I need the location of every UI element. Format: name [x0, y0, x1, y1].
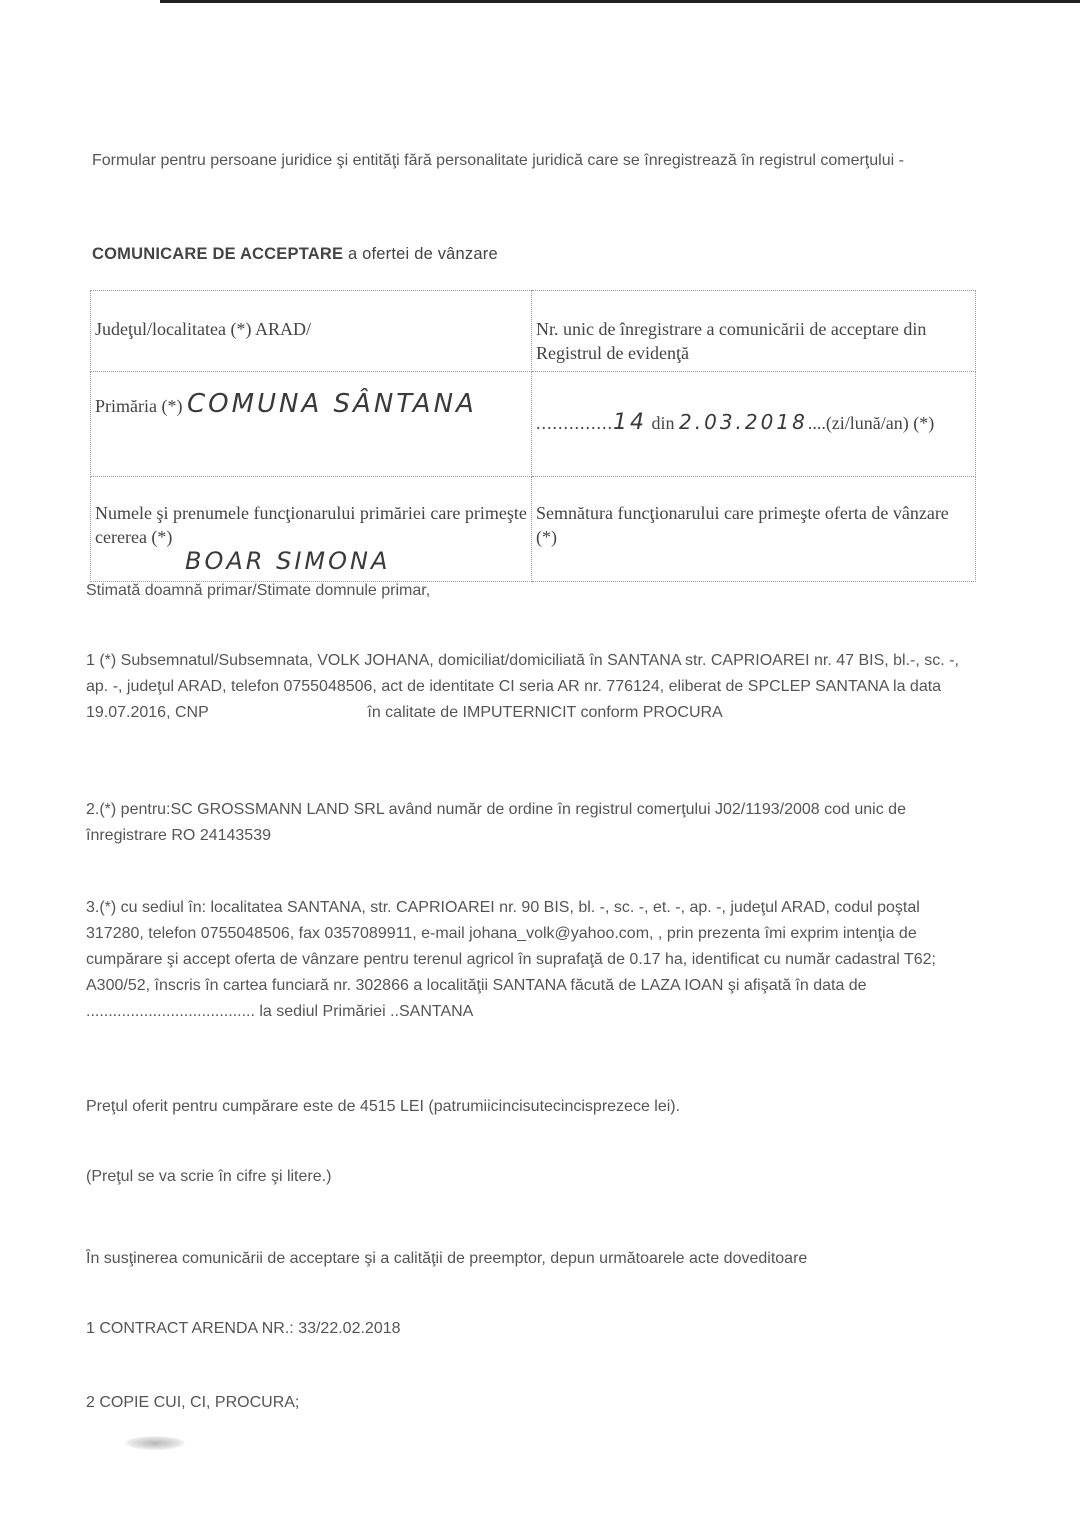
scan-top-edge [160, 0, 1080, 3]
document-title-caps: COMUNICARE DE ACCEPTARE [92, 245, 344, 263]
form-header-note: Formular pentru persoane juridice şi entităţi fără personalitate juridică care se înregistrează în registrul comerţului - [92, 152, 904, 169]
paragraph-1-text-a: 1 (*) Subsemnatul/Subsemnata, VOLK JOHANA, domiciliat/domiciliată în SANTANA str. CAPRIOAREI nr. 47 BIS, bl.-, sc. -, ap. -, judeţul ARAD, telefon 0755048506, act de identitate CI seria AR nr. 776124, eliberat de SPCLEP SANTANA la data 19.07.2016, CNP [86, 652, 959, 721]
greeting: Stimată doamnă primar/Stimate domnule primar, [86, 582, 431, 599]
reg-number-cell [532, 291, 976, 372]
primaria-handwritten: COMUNA SÂNTANA [186, 389, 477, 419]
primaria-label: Primăria (*) [95, 396, 183, 416]
paragraph-1-text-b: în calitate de IMPUTERNICIT conform PROCURA [367, 704, 723, 721]
signature-label: Semnătura funcţionarului care primeşte oferta de vânzare (*) [536, 503, 949, 547]
primaria-cell [91, 372, 532, 477]
document-title-rest: a ofertei de vânzare [343, 245, 498, 263]
paragraph-2: 2.(*) pentru:SC GROSSMANN LAND SRL având număr de ordine în registrul comerţului J02/1193/2008 cod unic de înregistrare RO 24143539 [86, 801, 906, 844]
reg-date-suffix: ....(zi/lună/an) (*) [807, 413, 935, 433]
reg-date-handwritten: 2.03.2018 [679, 410, 808, 434]
signature-cell [532, 477, 976, 582]
supporting-docs-intro: În susţinerea comunicării de acceptare şi a calităţii de preemptor, depun următoarele acte doveditoare [86, 1250, 808, 1267]
official-handwritten: BOAR SIMONA [185, 547, 391, 575]
county-cell [91, 291, 532, 372]
doc-item-2: 2 COPIE CUI, CI, PROCURA; [86, 1394, 300, 1411]
official-label: Numele şi prenumele funcţionarului primăriei care primeşte cererea (*) [95, 503, 527, 547]
paragraph-3: 3.(*) cu sediul în: localitatea SANTANA, str. CAPRIOAREI nr. 90 BIS, bl. -, sc. -, et. -, ap. -, judeţul ARAD, codul poştal 317280, telefon 0755048506, fax 0357089911, e-mail johana_volk@yahoo.com, , prin prezenta îmi exprim intenţia de cumpărare şi accept oferta de vânzare pentru terenul agricol în suprafaţă de 0.17 ha, identificat cu număr cadastral T62; A300/52, înscris în cartea funciară nr. 302866 a localităţii SANTANA făcută de LAZA IOAN şi afişată în data de ...................................... la sediul Primăriei ..SANTANA [86, 899, 936, 1020]
reg-number-label: Nr. unic de înregistrare a comunicării de acceptare din Registrul de evidenţă [536, 319, 927, 363]
price-statement: Preţul oferit pentru cumpărare este de 4515 LEI (patrumiicincisutecincisprezece lei). [86, 1098, 681, 1115]
reg-din: din [651, 413, 675, 433]
doc-item-1: 1 CONTRACT ARENDA NR.: 33/22.02.2018 [86, 1320, 401, 1337]
reg-dots: .............. [536, 413, 613, 433]
official-cell [91, 477, 532, 582]
county-label: Judeţul/localitatea (*) ARAD/ [95, 319, 311, 339]
registration-table [90, 290, 976, 582]
reg-date-cell [532, 372, 976, 477]
document-title [92, 245, 498, 264]
paragraph-1 [86, 648, 976, 726]
reg-number-handwritten: 14 [613, 410, 647, 435]
price-note: (Preţul se va scrie în cifre şi litere.) [86, 1168, 332, 1185]
scan-smudge [125, 1436, 185, 1450]
